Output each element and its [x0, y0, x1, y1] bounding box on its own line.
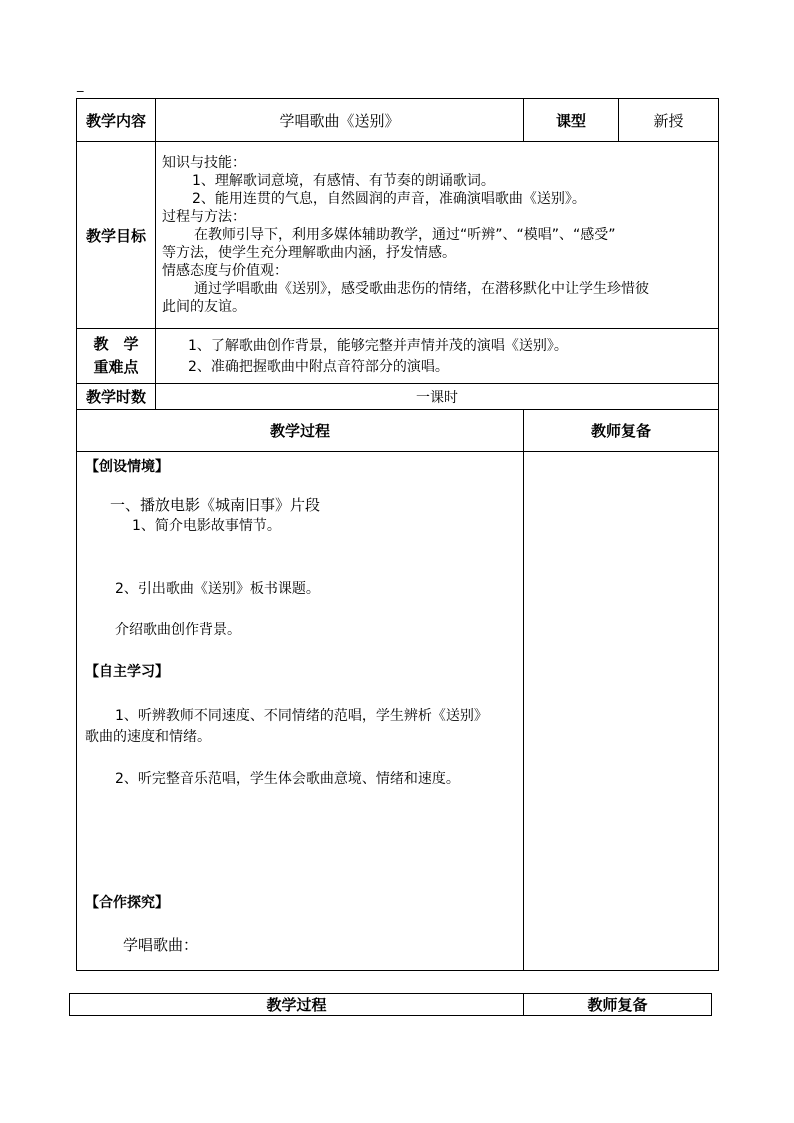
process-line: 2、听完整音乐范唱，学生体会歌曲意境、情绪和速度。	[115, 771, 460, 787]
process-header: 教学过程	[77, 410, 524, 452]
goal-line: 过程与方法：	[162, 209, 246, 225]
goals-label: 教学目标	[77, 142, 156, 329]
section-heading: 【创设情境】	[85, 459, 169, 475]
difficulty-content	[156, 329, 719, 384]
lesson-plan-table	[76, 98, 719, 971]
hours-value: 一课时	[156, 384, 719, 410]
goal-line: 此间的友谊。	[162, 299, 246, 315]
goal-line: 在教师引导下，利用多媒体辅助教学，通过“听辨”、“模唱”、“感受”	[194, 227, 616, 243]
section-heading: 【自主学习】	[85, 664, 169, 680]
content-value: 学唱歌曲《送别》	[156, 99, 524, 142]
goal-line: 通过学唱歌曲《送别》，感受歌曲悲伤的情绪，在潜移默化中让学生珍惜彼	[194, 281, 649, 297]
process-line: 1、简介电影故事情节。	[132, 518, 281, 534]
difficulty-label	[77, 329, 156, 384]
hours-label: 教学时数	[77, 384, 156, 410]
notes-column	[524, 452, 719, 971]
goal-line: 2、能用连贯的气息，自然圆润的声音，准确演唱歌曲《送别》。	[192, 191, 586, 207]
process-content	[77, 452, 524, 971]
page2-table	[69, 993, 712, 1016]
process-line: 歌曲的速度和情绪。	[85, 729, 211, 745]
goal-line: 情感态度与价值观：	[162, 263, 288, 279]
page2-process-header: 教学过程	[70, 994, 524, 1016]
goals-content	[156, 142, 719, 329]
type-label: 课型	[524, 99, 619, 142]
notes-header: 教师复备	[524, 410, 719, 452]
difficulty-label-line: 重难点	[93, 358, 139, 376]
process-line: 学唱歌曲：	[123, 936, 199, 954]
page2-notes-header: 教师复备	[524, 994, 712, 1016]
goal-line: 等方法，使学生充分理解歌曲内涵，抒发情感。	[162, 245, 456, 261]
content-label: 教学内容	[77, 99, 156, 142]
type-value: 新授	[619, 99, 719, 142]
process-line: 2、引出歌曲《送别》板书课题。	[115, 581, 320, 597]
process-line: 一、播放电影《城南旧事》片段	[110, 496, 321, 514]
process-line: 介绍歌曲创作背景。	[115, 622, 241, 638]
difficulty-line: 2、准确把握歌曲中附点音符部分的演唱。	[188, 359, 449, 375]
section-heading: 【合作探究】	[85, 895, 169, 911]
top-mark: _	[77, 78, 84, 93]
difficulty-label-line: 教 学	[93, 335, 139, 353]
process-line: 1、听辨教师不同速度、不同情绪的范唱，学生辨析《送别》	[115, 708, 488, 724]
goal-line: 知识与技能：	[162, 155, 246, 171]
goal-line: 1、理解歌词意境，有感情、有节奏的朗诵歌词。	[192, 173, 495, 189]
difficulty-line: 1、了解歌曲创作背景，能够完整并声情并茂的演唱《送别》。	[188, 338, 568, 354]
